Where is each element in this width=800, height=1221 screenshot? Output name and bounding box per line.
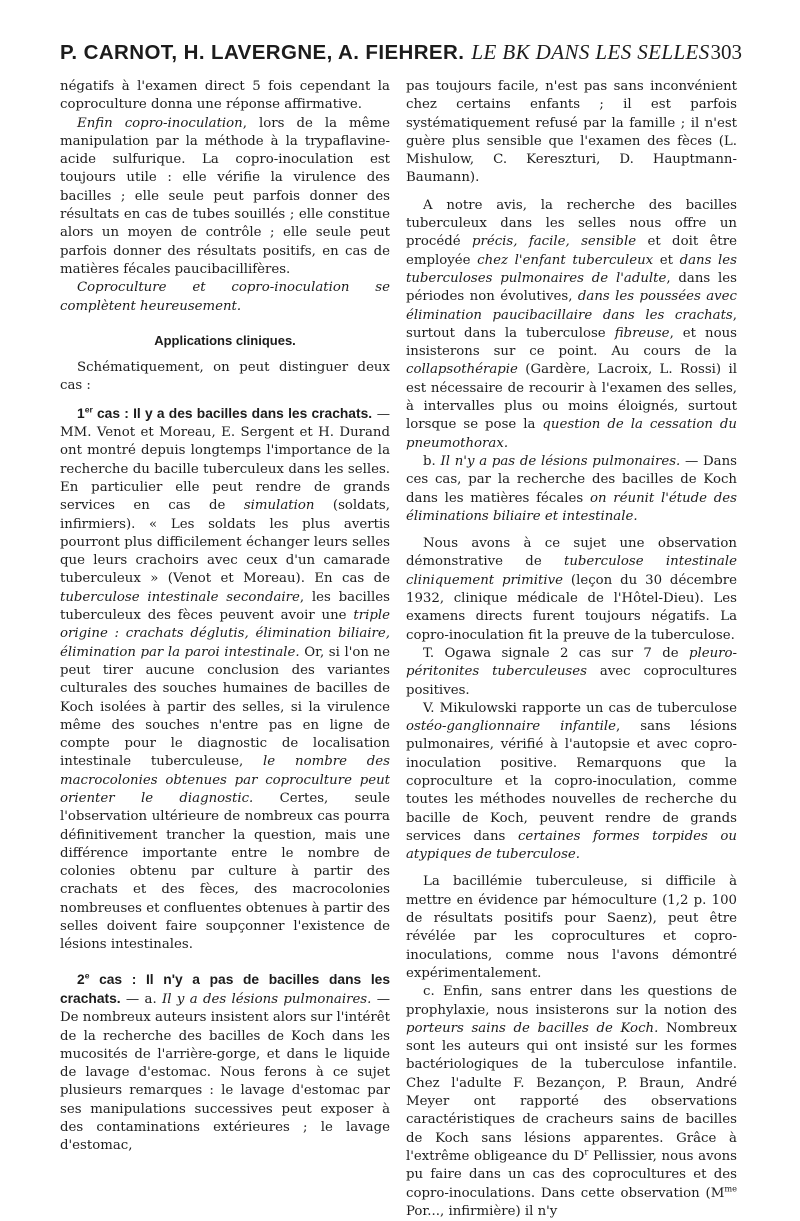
paragraph: La bacillémie tuberculeuse, si difficile à mettre en évidence par hémoculture (1,2 p. 100 de résultats positifs pour Saenz), peut être révélée par les coprocultures et copro-inoculations, comme nous l'avons démontré expérimentalement. bbox=[406, 874, 737, 981]
paragraph: b. Il n'y a pas de lésions pulmonaires. — Dans ces cas, par la recherche des bacilles de Koch dans les matières fécales on réunit l'étude des éliminations biliaire et intestinale. bbox=[406, 453, 738, 524]
paragraph: A notre avis, la recherche des bacilles tuberculeux dans les selles nous offre un procédé précis, facile, sensible et doit être employée chez l'enfant tuberculeux et dans les tuberculoses pulmonaires de l'adulte, dans les périodes non évolutives, dans les poussées avec élimination paucibacillaire dans les crachats, surtout dans la tuberculose fibreuse, et nous insisterons sur ce point. Au cours de la collapsothérapie (Gardère, Lacroix, L. Rossi) il est nécessaire de recourir à l'examen des selles, à intervalles plus ou moins éloignés, surtout lorsque se pose la question de la cessation du pneumothorax. bbox=[406, 197, 738, 451]
paragraph: Coproculture et copro-inoculation se complètent heureusement. bbox=[60, 280, 390, 314]
paragraph: c. Enfin, sans entrer dans les questions de prophylaxie, nous insisterons sur la notion des porteurs sains de bacilles de Koch. Nombreux sont les auteurs qui ont insisté sur les formes bactériologiques de la tuberculose infantile. Chez l'adulte F. Bezançon, P. Braun, André Meyer ont rapporté des observations caractéristiques de cracheurs sains de bacilles de Koch sans lésions apparentes. Grâce à l'extrême obligeance du $D^r$ Pellissier, nous avons pu faire dans un cas des coprocultures et des copro-inoculations. Dans cette observation ($M^{me}$ Por..., infirmière) il n'y bbox=[406, 984, 738, 1219]
page-number: 303 bbox=[710, 40, 742, 64]
paragraph: Nous avons à ce sujet une observation démonstrative de tuberculose intestinale cliniquement primitive (leçon du 30 décembre 1932, clinique médicale de l'Hôtel-Dieu). Les examens directs furent toujours négatifs. La copro-inoculation fit la preuve de la tuberculose. bbox=[406, 536, 737, 643]
header-title: LE BK DANS LES SELLES bbox=[471, 40, 710, 64]
case-heading: 1er cas : Il y a des bacilles dans les crachats. bbox=[77, 404, 373, 421]
paragraph: Enfin copro-inoculation, lors de la même manipulation par la méthode à la trypaflavine-acide sulfurique. La copro-inoculation est toujours utile : elle vérifie la virulence des bacilles ; elle seule peut parfois donner des résultats en cas de tubes souillés ; elle constitue alors un moyen de contrôle ; elle seule peut parfois donner des résultats positifs, en cas de matières fécales paucibacillifères. bbox=[60, 115, 390, 277]
right-column bbox=[406, 78, 737, 1221]
section-heading: Applications cliniques. bbox=[154, 332, 296, 348]
left-column bbox=[60, 78, 390, 1156]
paragraph: Schématiquement, on peut distinguer deux cas : bbox=[60, 360, 390, 394]
paragraph: T. Ogawa signale 2 cas sur 7 de pleuro-péritonites tuberculeuses avec coprocultures positives. bbox=[406, 645, 737, 698]
paragraph-case-2: 2e cas : Il n'y a pas de bacilles dans les crachats. — a. Il y a des lésions pulmonaires. — De nombreux auteurs insistent alors sur l'intérêt de la recherche des bacilles de Koch dans les mucosités de l'arrière-gorge, et dans le liquide de lavage d'estomac. Nous ferons à ce sujet plusieurs remarques : le lavage d'estomac par ses manipulations successives peut exposer à des contaminations extérieures ; le lavage d'estomac, bbox=[60, 970, 390, 1154]
running-header bbox=[60, 40, 742, 72]
header-authors: P. CARNOT, H. LAVERGNE, A. FIEHRER. bbox=[60, 41, 465, 64]
case-heading: 2e cas : Il n'y a pas de bacilles dans les crachats. bbox=[60, 970, 390, 1006]
paragraph: négatifs à l'examen direct 5 fois cependant la coproculture donna une réponse affirmative. bbox=[60, 79, 390, 113]
paragraph: pas toujours facile, n'est pas sans inconvénient chez certains enfants ; il est parfois systématiquement refusé par la famille ; il n'est guère plus sensible que l'examen des fèces (L. Mishulow, C. Kereszturi, D. Hauptmann-Baumann). bbox=[406, 79, 737, 186]
paragraph-case-1: 1er cas : Il y a des bacilles dans les crachats. — MM. Venot et Moreau, E. Sergent et H. Durand ont montré depuis longtemps l'importance de la recherche du bacille tuberculeux dans les selles. En particulier elle peut rendre de grands services en cas de simulation (soldats, infirmiers). « Les soldats les plus avertis pourront plus difficilement échanger leurs selles que leurs crachoirs avec ceux d'un camarade tuberculeux » (Venot et Moreau). En cas de tuberculose intestinale secondaire, les bacilles tuberculeux des fèces peuvent avoir une triple origine : crachats déglutis, élimination biliaire, élimination par la paroi intestinale. Or, si l'on ne peut tirer aucune conclusion des variantes culturales des souches humaines de bacilles de Koch isolées à partir des selles, si la virulence même des souches n'entre pas en ligne de compte pour le diagnostic de localisation intestinale tuberculeuse, le nombre des macrocolonies obtenues par coproculture peut orienter le diagnostic. Certes, seule l'observation ultérieure de nombreux cas pourra définitivement trancher la question, mais une différence importante entre le nombre de colonies obtenu par culture à partir des crachats et des fèces, des macrocolonies nombreuses et confluentes obtenues à partir des selles doivent faire soupçonner l'existence de lésions intestinales. bbox=[60, 404, 390, 953]
paragraph: V. Mikulowski rapporte un cas de tuberculose ostéo-ganglionnaire infantile, sans lésions pulmonaires, vérifié à l'autopsie et avec copro-inoculation positive. Remarquons que la coproculture et la copro-inoculation, comme toutes les méthodes nouvelles de recherche du bacille de Koch, peuvent rendre de grands services dans certaines formes torpides ou atypiques de tuberculose. bbox=[406, 700, 737, 863]
